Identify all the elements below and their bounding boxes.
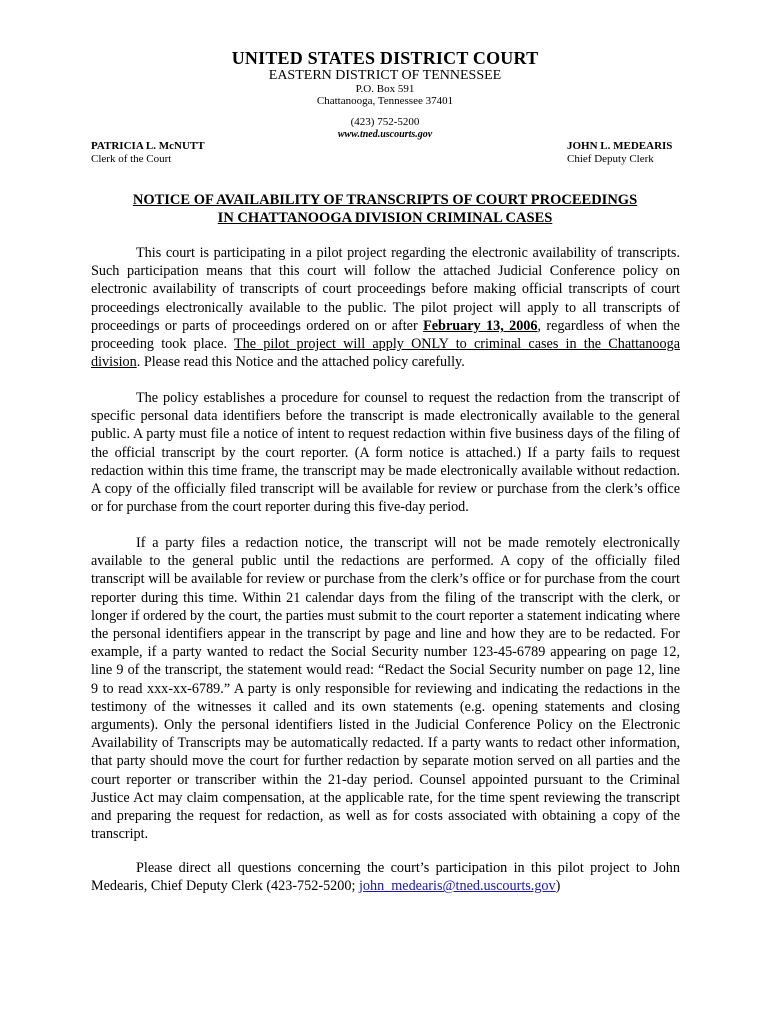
effective-date: February 13, 2006	[423, 317, 538, 334]
paragraph-redaction-notice: If a party files a redaction notice, the transcript will not be made remotely electronically available to the general public until the redactions are performed. A copy of the officially filed transcript will be available for review or purchase from the clerk’s office or for purchase from the court reporter during this time. Within 21 calendar days from the filing of the transcript with the clerk, or longer if ordered by the court, the parties must submit to the court reporter a statement indicating where the personal identifiers appear in the transcript by page and line and how they are to be redacted. For example, if a party wanted to redact the Social Security number 123-45-6789 appearing on page 12, line 9 of the transcript, the statement would read: “Redact the Social Security number on page 12, line 9 to read xxx-xx-6789.” A party is only responsible for reviewing and indicating the redactions in the testimony of the witnesses it called and its own statements (e.g. opening statements and closing arguments). Only the personal identifiers listed in the Judicial Conference Policy on the Electronic Availability of Transcripts may be automatically redacted. If a party wants to redact other information, that party should move the court for further redaction by separate motion served on all parties and the court reporter or transcriber within the 21-day period. Counsel appointed pursuant to the Criminal Justice Act may claim compensation, at the applicable rate, for the time spent reviewing the transcript and preparing the request for redaction, as well as for costs associated with obtaining a copy of the transcript.	[91, 535, 680, 843]
notice-title-line-2: IN CHATTANOOGA DIVISION CRIMINAL CASES	[217, 210, 553, 226]
address-line-1: P.O. Box 591	[355, 83, 415, 95]
clerk-name: PATRICIA L. McNUTT	[91, 140, 205, 152]
paragraph-redaction-procedure: The policy establishes a procedure for counsel to request the redaction from the transcript of specific personal data identifiers before the transcript is made electronically available to the general public. A party must file a notice of intent to request redaction within five business days of the filing of the official transcript by the court reporter. (A form notice is attached.) If a party fails to request redaction within this time frame, the transcript may be made electronically available without redaction. A copy of the officially filed transcript will be available for review or purchase from the clerk’s office or for purchase from the court reporter during this five-day period.	[91, 390, 680, 516]
p4-text-b: )	[555, 878, 561, 895]
court-name: UNITED STATES DISTRICT COURT	[231, 48, 539, 68]
deputy-clerk-name: JOHN L. MEDEARIS	[567, 140, 673, 152]
paragraph-contact	[91, 859, 680, 895]
court-phone: (423) 752-5200	[350, 116, 420, 128]
deputy-clerk-title: Chief Deputy Clerk	[567, 153, 654, 165]
contact-email-link[interactable]: john_medearis@tned.uscourts.gov	[358, 878, 556, 895]
p1-text-c: . Please read this Notice and the attached policy carefully.	[136, 354, 465, 371]
p4-text-a: Please direct all questions concerning the court’s participation in this pilot project to John Medearis, Chief Deputy Clerk (423-752-5200;	[91, 860, 680, 895]
notice-title	[0, 191, 770, 227]
clerk-block	[91, 140, 205, 166]
p1-text-b: , regardless of when the proceeding took place.	[91, 317, 680, 353]
district-name: EASTERN DISTRICT OF TENNESSEE	[268, 68, 502, 83]
court-website: www.tned.uscourts.gov	[337, 129, 433, 140]
p1-underlined-scope: The pilot project will apply ONLY to criminal cases in the Chattanooga division	[91, 336, 680, 371]
deputy-clerk-block	[567, 140, 672, 166]
clerk-title: Clerk of the Court	[91, 153, 172, 165]
p1-text-a: This court is participating in a pilot project regarding the electronic availability of transcripts. Such participation means that this court will follow the attached Judicial Conference policy on electronic availability of transcripts of court proceedings before making official transcripts of court proceedings electronically available to the public. The pilot project will apply to all transcripts of proceedings or parts of proceedings ordered on or after	[91, 245, 680, 334]
paragraph-pilot-project	[91, 244, 680, 371]
notice-title-line-1: NOTICE OF AVAILABILITY OF TRANSCRIPTS OF COURT PROCEEDINGS	[132, 192, 638, 208]
address-line-2: Chattanooga, Tennessee 37401	[316, 95, 454, 107]
